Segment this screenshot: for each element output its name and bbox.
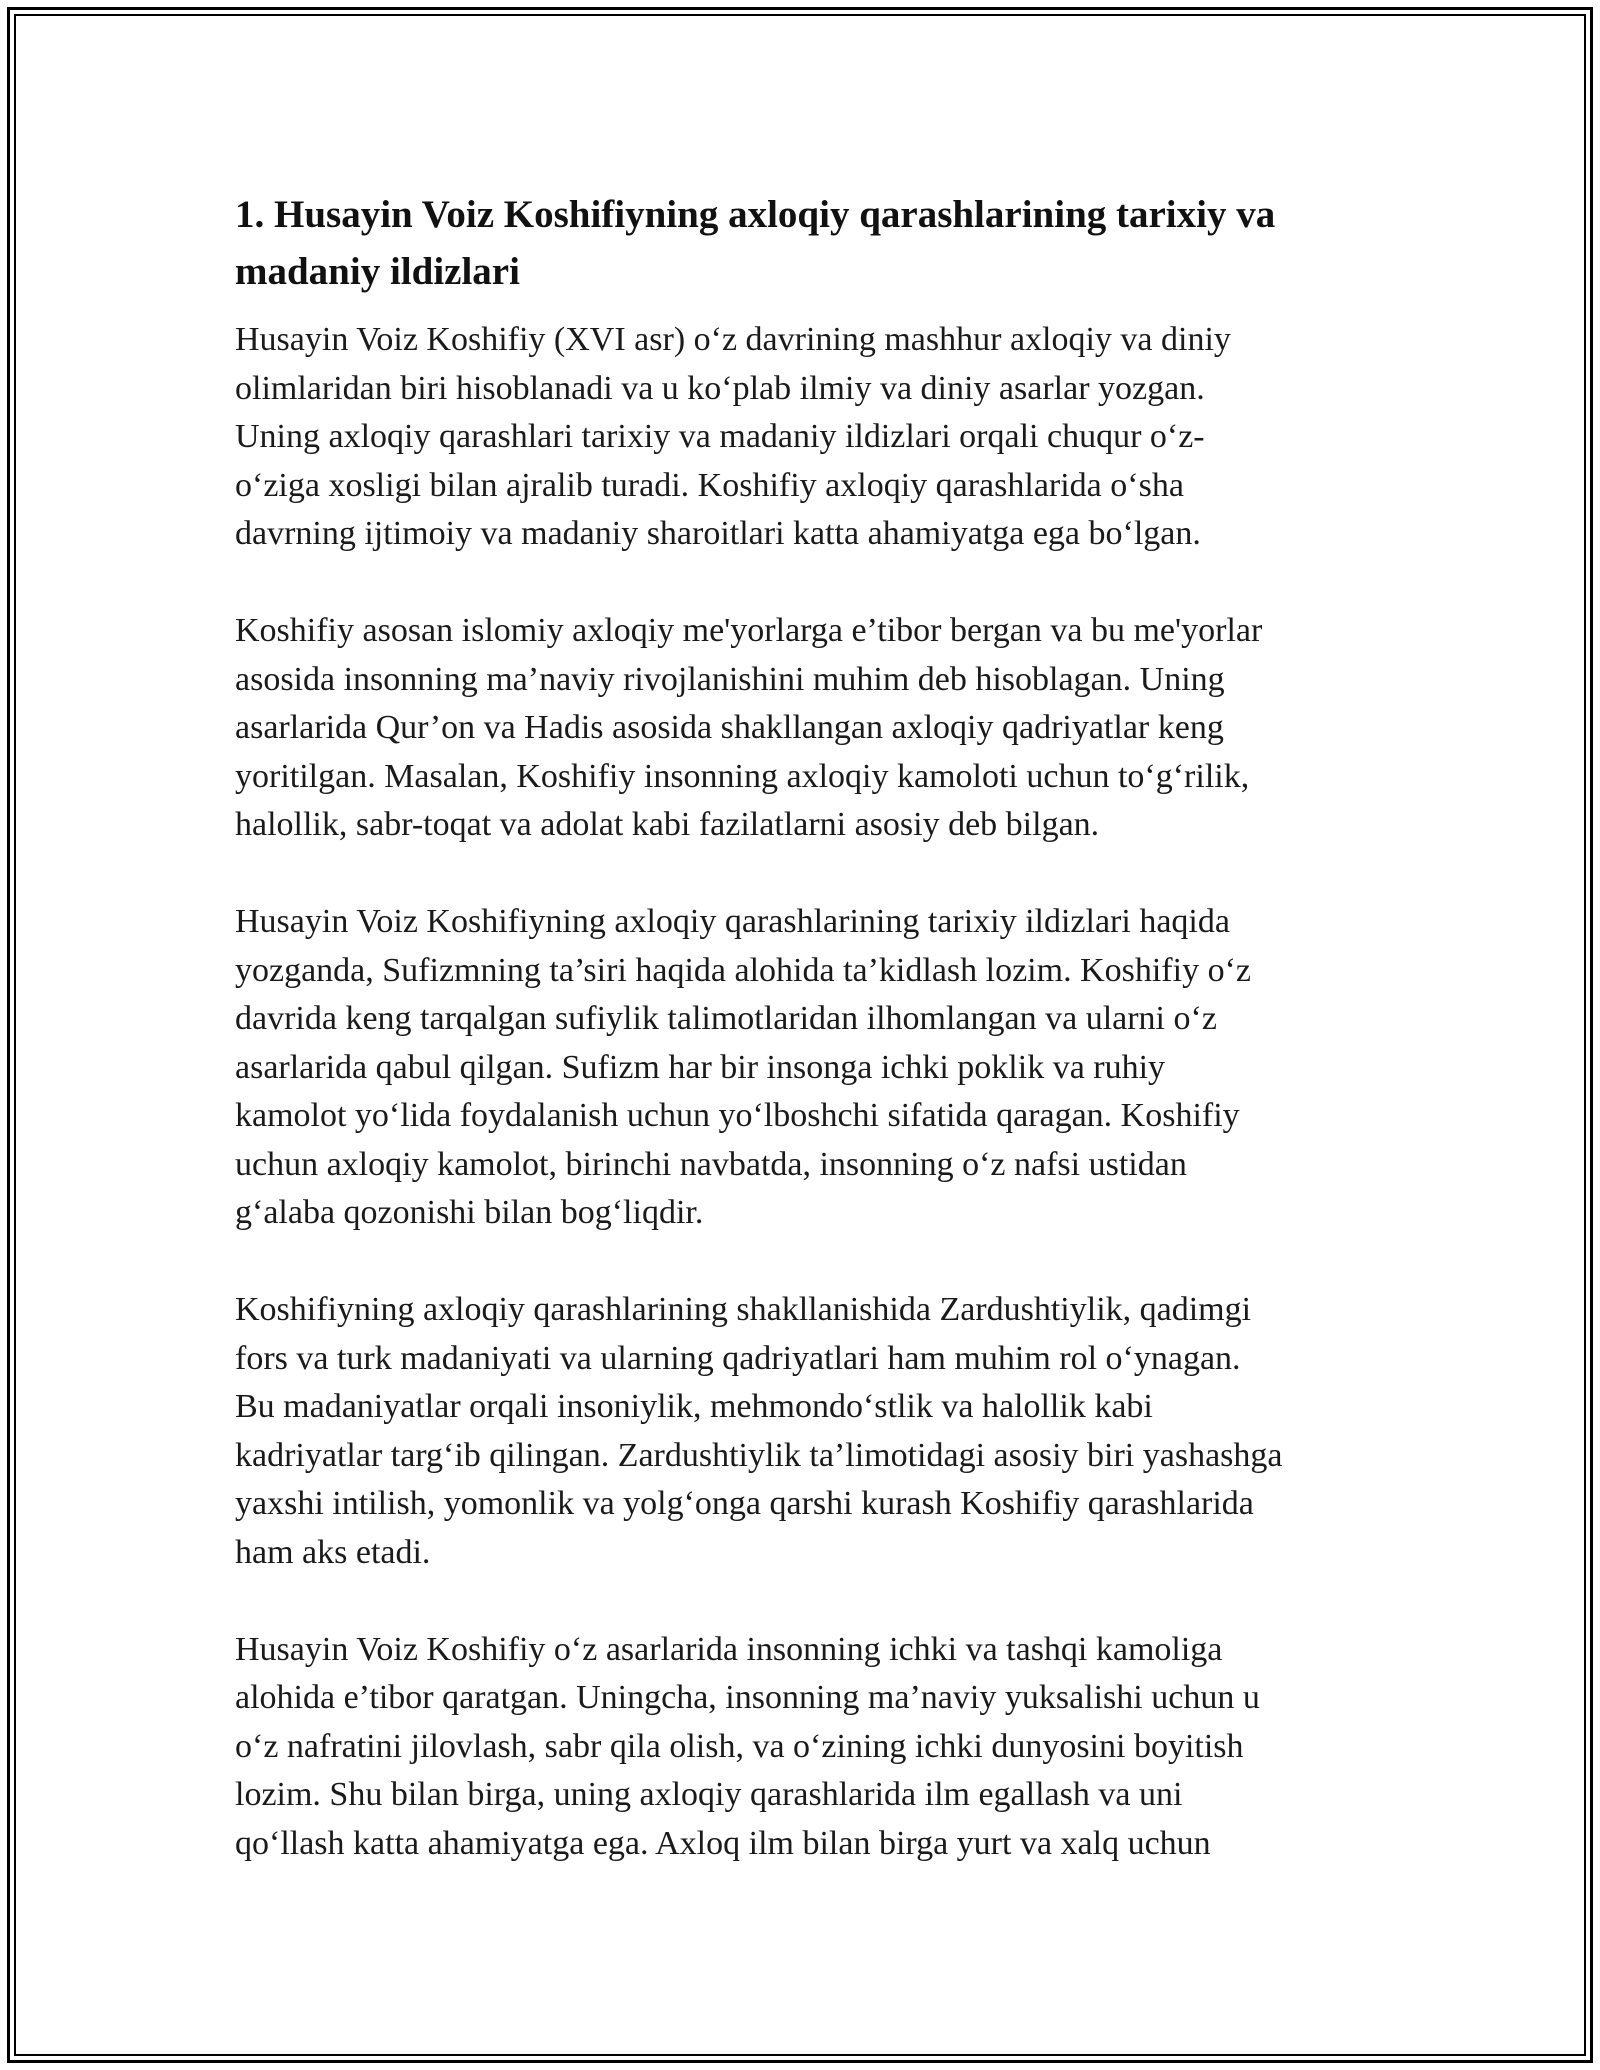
text-line: davrida keng tarqalgan sufiylik talimotlaridan ilhomlangan va ularni o‘z [235,1000,1217,1037]
section-heading [235,186,1375,300]
text-line: Uning axloqiy qarashlari tarixiy va madaniy ildizlari orqali chuqur o‘z- [235,418,1205,455]
text-line: asarlarida Qur’on va Hadis asosida shakllangan axloqiy qadriyatlar keng [235,709,1224,746]
text-line: o‘ziga xosligi bilan ajralib turadi. Koshifiy axloqiy qarashlarida o‘sha [235,466,1184,504]
text-line: alohida e’tibor qaratgan. Uningcha, insonning ma’naviy yuksalishi uchun u [235,1679,1260,1716]
paragraph-3 [235,898,1375,1238]
text-line: Koshifiyning axloqiy qarashlarining shakllanishida Zardushtiylik, qadimgi [235,1291,1252,1328]
text-line: Bu madaniyatlar orqali insoniylik, mehmondo‘stlik va halollik kabi [235,1388,1153,1425]
text-line: asosida insonning ma’naviy rivojlanishini muhim deb hisoblagan. Uning [235,660,1225,698]
text-line: Koshifiy asosan islomiy axloqiy me'yorlarga e’tibor bergan va bu me'yorlar [235,612,1263,649]
text-line: lozim. Shu bilan birga, uning axloqiy qarashlarida ilm egallash va uni [235,1776,1183,1813]
text-line: qo‘llash katta ahamiyatga ega. Axloq ilm bilan birga yurt va xalq uchun [235,1824,1211,1862]
text-line: kamolot yo‘lida foydalanish uchun yo‘lboshchi sifatida qaragan. Koshifiy [235,1097,1240,1134]
text-line: Husayin Voiz Koshifiy o‘z asarlarida insonning ichki va tashqi kamoliga [235,1630,1223,1668]
text-line: kadriyatlar targ‘ib qilingan. Zardushtiylik ta’limotidagi asosiy biri yashashga [235,1436,1283,1474]
document-body [235,186,1375,1917]
paragraph-1 [235,316,1375,559]
text-line: ham aks etadi. [235,1533,431,1571]
text-line: olimlaridan biri hisoblanadi va u ko‘plab ilmiy va diniy asarlar yozgan. [235,369,1205,407]
paragraph-4 [235,1286,1375,1577]
text-line: yozganda, Sufizmning ta’siri haqida alohida ta’kidlash lozim. Koshifiy o‘z [235,951,1251,989]
text-line: Husayin Voiz Koshifiyning axloqiy qarashlarining tarixiy ildizlari haqida [235,903,1230,940]
text-line: o‘z nafratini jilovlash, sabr qila olish, va o‘zining ichki dunyosini boyitish [235,1727,1244,1765]
text-line: Husayin Voiz Koshifiy (XVI asr) o‘z davrining mashhur axloqiy va diniy [235,321,1231,358]
paragraph-5 [235,1626,1375,1869]
text-line: uchun axloqiy kamolot, birinchi navbatda, insonning o‘z nafsi ustidan [235,1145,1187,1183]
text-line: davrning ijtimoiy va madaniy sharoitlari katta ahamiyatga ega bo‘lgan. [235,515,1201,552]
text-line: fors va turk madaniyati va ularning qadriyatlari ham muhim rol o‘ynagan. [235,1339,1241,1377]
heading-line: 1. Husayin Voiz Koshifiyning axloqiy qarashlarining tarixiy va [235,193,1276,236]
text-line: yoritilgan. Masalan, Koshifiy insonning axloqiy kamoloti uchun to‘g‘rilik, [235,757,1250,795]
text-line: g‘alaba qozonishi bilan bog‘liqdir. [235,1194,704,1231]
text-line: yaxshi intilish, yomonlik va yolg‘onga qarshi kurash Koshifiy qarashlarida [235,1485,1254,1522]
heading-line: madaniy ildizlari [235,250,520,293]
paragraph-2 [235,607,1375,850]
text-line: halollik, sabr-toqat va adolat kabi fazilatlarni asosiy deb bilgan. [235,806,1100,843]
text-line: asarlarida qabul qilgan. Sufizm har bir insonga ichki poklik va ruhiy [235,1048,1166,1086]
